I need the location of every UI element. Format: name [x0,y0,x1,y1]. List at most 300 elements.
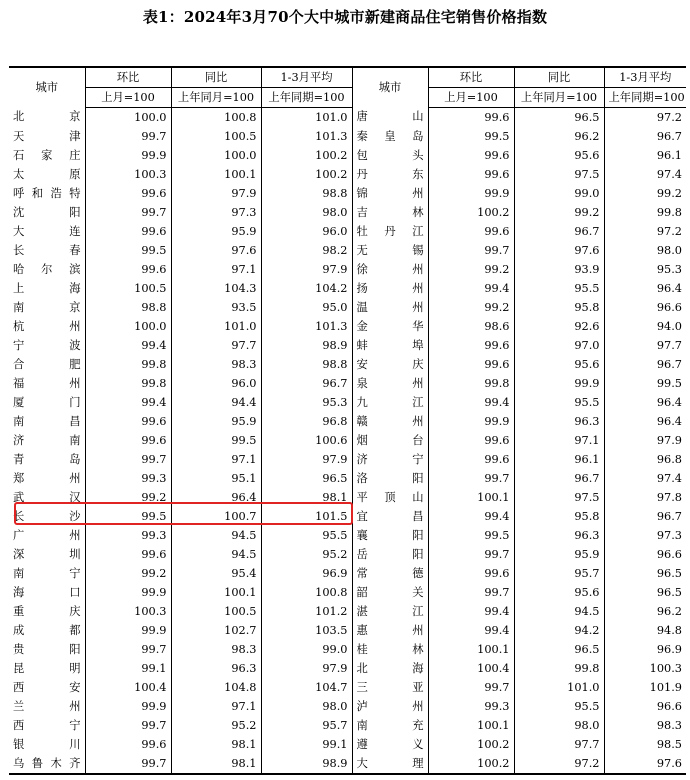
right-avg-value: 98.0 [604,241,686,260]
right-yoy-value: 95.5 [514,393,604,412]
header-mom-right: 环比 [428,67,514,88]
right-mom-value: 99.4 [428,393,514,412]
right-yoy-value: 92.6 [514,317,604,336]
right-yoy-value: 97.0 [514,336,604,355]
left-city-name: 福 州 [13,376,81,390]
right-avg-value: 97.8 [604,488,686,507]
left-avg-value: 98.8 [261,355,352,374]
table-row [9,165,686,184]
header-mom-base-left: 上月=100 [85,88,171,108]
right-mom-value: 99.2 [428,260,514,279]
right-city-name: 牡丹江 [352,222,428,241]
right-mom-value: 99.6 [428,355,514,374]
left-yoy-value: 96.0 [171,374,261,393]
right-city-name: 九 江 [352,393,428,412]
right-yoy-value: 96.1 [514,450,604,469]
left-avg-value: 100.2 [261,165,352,184]
left-yoy-value: 97.7 [171,336,261,355]
right-avg-value: 100.3 [604,659,686,678]
left-avg-value: 97.9 [261,260,352,279]
table-row [9,146,686,165]
left-avg-value: 99.0 [261,640,352,659]
left-avg-value: 101.3 [261,127,352,146]
left-mom-value: 99.8 [85,374,171,393]
right-city-name: 烟 台 [352,431,428,450]
table-row [9,355,686,374]
right-yoy-value: 97.7 [514,735,604,754]
left-city-name: 杭 州 [13,319,81,333]
table-row [9,754,686,774]
right-mom-value: 99.6 [428,336,514,355]
left-yoy-value: 100.7 [171,507,261,526]
right-city-name: 扬 州 [352,279,428,298]
left-city-name: 海 口 [13,585,81,599]
right-yoy-value: 95.6 [514,583,604,602]
right-city-name: 常 德 [352,564,428,583]
left-yoy-value: 102.7 [171,621,261,640]
left-mom-value: 100.3 [85,602,171,621]
left-city-name: 武 汉 [13,490,81,504]
left-yoy-value: 101.0 [171,317,261,336]
table-row [9,279,686,298]
left-avg-value: 98.2 [261,241,352,260]
right-yoy-value: 99.9 [514,374,604,393]
table-body [9,108,686,775]
left-avg-value: 98.8 [261,184,352,203]
right-yoy-value: 96.5 [514,640,604,659]
table-row [9,298,686,317]
right-yoy-value: 95.6 [514,355,604,374]
left-yoy-value: 97.3 [171,203,261,222]
header-yoy-base-left: 上年同月=100 [171,88,261,108]
right-avg-value: 94.8 [604,621,686,640]
table-row [9,735,686,754]
left-mom-value: 99.6 [85,412,171,431]
table-row [9,108,686,128]
right-yoy-value: 94.5 [514,602,604,621]
right-city-name: 平顶山 [352,488,428,507]
right-city-name: 宜 昌 [352,507,428,526]
left-city-name: 南 京 [13,300,81,314]
right-city-name: 襄 阳 [352,526,428,545]
left-avg-value: 98.1 [261,488,352,507]
left-city-name: 西 宁 [13,718,81,732]
left-avg-value: 96.8 [261,412,352,431]
left-avg-value: 100.8 [261,583,352,602]
left-yoy-value: 95.1 [171,469,261,488]
right-mom-value: 99.7 [428,241,514,260]
left-yoy-value: 98.3 [171,640,261,659]
right-city-name: 洛 阳 [352,469,428,488]
left-yoy-value: 98.1 [171,735,261,754]
right-yoy-value: 95.9 [514,545,604,564]
right-mom-value: 100.1 [428,640,514,659]
left-mom-value: 99.2 [85,488,171,507]
left-yoy-value: 95.2 [171,716,261,735]
right-avg-value: 96.7 [604,355,686,374]
right-yoy-value: 97.6 [514,241,604,260]
left-mom-value: 99.5 [85,241,171,260]
left-yoy-value: 100.5 [171,127,261,146]
right-avg-value: 96.6 [604,545,686,564]
left-yoy-value: 95.9 [171,412,261,431]
table-row [9,564,686,583]
left-city-name: 呼和浩特 [13,186,81,200]
right-mom-value: 100.1 [428,488,514,507]
left-mom-value: 99.4 [85,336,171,355]
left-mom-value: 99.7 [85,203,171,222]
header-avg-base-right: 上年同期=100 [604,88,686,108]
left-city-name: 南 宁 [13,566,81,580]
right-yoy-value: 96.5 [514,108,604,128]
left-mom-value: 99.6 [85,431,171,450]
right-yoy-value: 97.1 [514,431,604,450]
left-avg-value: 101.5 [261,507,352,526]
right-yoy-value: 99.8 [514,659,604,678]
left-yoy-value: 100.1 [171,583,261,602]
left-city-name: 青 岛 [13,452,81,466]
right-mom-value: 99.5 [428,127,514,146]
left-city-name: 天 津 [13,129,81,143]
right-mom-value: 99.7 [428,583,514,602]
left-yoy-value: 97.6 [171,241,261,260]
left-avg-value: 95.0 [261,298,352,317]
header-avg-left: 1-3月平均 [261,67,352,88]
table-row [9,602,686,621]
left-avg-value: 96.5 [261,469,352,488]
right-city-name: 泸 州 [352,697,428,716]
left-city-name: 南 昌 [13,414,81,428]
right-yoy-value: 95.7 [514,564,604,583]
table-row [9,393,686,412]
right-mom-value: 99.8 [428,374,514,393]
right-city-name: 北 海 [352,659,428,678]
left-city-name: 太 原 [13,167,81,181]
table-row [9,545,686,564]
left-avg-value: 99.1 [261,735,352,754]
right-mom-value: 99.7 [428,469,514,488]
right-yoy-value: 96.7 [514,469,604,488]
right-city-name: 赣 州 [352,412,428,431]
right-yoy-value: 96.3 [514,412,604,431]
left-mom-value: 99.8 [85,355,171,374]
right-mom-value: 99.9 [428,184,514,203]
table-row [9,716,686,735]
right-avg-value: 99.8 [604,203,686,222]
header-yoy-base-right: 上年同月=100 [514,88,604,108]
left-yoy-value: 95.4 [171,564,261,583]
right-yoy-value: 93.9 [514,260,604,279]
table-row [9,222,686,241]
table-row [9,450,686,469]
left-avg-value: 98.9 [261,336,352,355]
left-yoy-value: 96.3 [171,659,261,678]
left-mom-value: 100.0 [85,108,171,128]
left-mom-value: 99.9 [85,621,171,640]
left-city-name: 重 庆 [13,604,81,618]
left-avg-value: 95.3 [261,393,352,412]
left-yoy-value: 96.4 [171,488,261,507]
left-avg-value: 95.2 [261,545,352,564]
page-title: 表1：2024年3月70个大中城市新建商品住宅销售价格指数 [142,8,548,26]
left-city-name: 宁 波 [13,338,81,352]
left-mom-value: 99.6 [85,184,171,203]
table-header [9,67,686,108]
left-avg-value: 98.0 [261,203,352,222]
right-yoy-value: 97.2 [514,754,604,774]
left-mom-value: 100.3 [85,165,171,184]
right-mom-value: 99.6 [428,450,514,469]
right-mom-value: 100.2 [428,735,514,754]
right-city-name: 湛 江 [352,602,428,621]
left-city-name: 大 连 [13,224,81,238]
left-avg-value: 101.0 [261,108,352,128]
right-avg-value: 97.4 [604,165,686,184]
table-row [9,697,686,716]
left-yoy-value: 97.1 [171,697,261,716]
right-avg-value: 99.5 [604,374,686,393]
left-city-name: 长 春 [13,243,81,257]
table-row [9,374,686,393]
right-mom-value: 99.7 [428,545,514,564]
right-avg-value: 101.9 [604,678,686,697]
left-city-name: 乌鲁木齐 [9,754,85,774]
highlight-box [14,502,353,525]
right-avg-value: 97.7 [604,336,686,355]
table-row [9,640,686,659]
left-yoy-value: 93.5 [171,298,261,317]
right-yoy-value: 97.5 [514,165,604,184]
left-city-name: 济 南 [13,433,81,447]
right-avg-value: 98.5 [604,735,686,754]
left-yoy-value: 97.9 [171,184,261,203]
right-mom-value: 99.7 [428,678,514,697]
right-yoy-value: 95.6 [514,146,604,165]
right-city-name: 安 庆 [352,355,428,374]
left-yoy-value: 98.1 [171,754,261,774]
right-city-name: 惠 州 [352,621,428,640]
table-row [9,336,686,355]
right-city-name: 锦 州 [352,184,428,203]
right-yoy-value: 95.8 [514,298,604,317]
right-city-name: 桂 林 [352,640,428,659]
right-mom-value: 100.2 [428,203,514,222]
left-avg-value: 97.9 [261,659,352,678]
left-mom-value: 99.6 [85,545,171,564]
table-row [9,260,686,279]
left-mom-value: 99.7 [85,127,171,146]
right-city-name: 南 充 [352,716,428,735]
right-avg-value: 96.7 [604,127,686,146]
right-city-name: 吉 林 [352,203,428,222]
right-avg-value: 95.3 [604,260,686,279]
right-city-name: 遵 义 [352,735,428,754]
right-city-name: 大 理 [352,754,428,774]
right-avg-value: 97.9 [604,431,686,450]
left-mom-value: 98.8 [85,298,171,317]
right-avg-value: 97.2 [604,222,686,241]
left-city-name: 贵 阳 [13,642,81,656]
left-yoy-value: 97.1 [171,450,261,469]
right-avg-value: 96.6 [604,298,686,317]
table-row [9,659,686,678]
left-mom-value: 99.4 [85,393,171,412]
right-mom-value: 100.2 [428,754,514,774]
left-mom-value: 99.1 [85,659,171,678]
right-mom-value: 99.9 [428,412,514,431]
left-mom-value: 100.4 [85,678,171,697]
left-yoy-value: 94.5 [171,526,261,545]
left-yoy-value: 94.4 [171,393,261,412]
right-city-name: 包 头 [352,146,428,165]
right-mom-value: 99.6 [428,564,514,583]
right-mom-value: 99.6 [428,146,514,165]
right-mom-value: 99.3 [428,697,514,716]
left-city-name: 哈尔滨 [13,262,81,276]
right-yoy-value: 96.7 [514,222,604,241]
right-avg-value: 96.1 [604,146,686,165]
right-city-name: 无 锡 [352,241,428,260]
price-index-table [9,66,686,775]
left-avg-value: 96.7 [261,374,352,393]
left-mom-value: 99.3 [85,469,171,488]
table-row [9,184,686,203]
right-yoy-value: 97.5 [514,488,604,507]
table-row [9,469,686,488]
right-avg-value: 96.5 [604,564,686,583]
right-city-name: 泉 州 [352,374,428,393]
left-avg-value: 101.2 [261,602,352,621]
header-avg-right: 1-3月平均 [604,67,686,88]
left-yoy-value: 99.5 [171,431,261,450]
right-city-name: 蚌 埠 [352,336,428,355]
left-yoy-value: 100.1 [171,165,261,184]
left-avg-value: 100.2 [261,146,352,165]
left-city-name: 西 安 [13,680,81,694]
left-mom-value: 99.6 [85,260,171,279]
right-avg-value: 96.4 [604,279,686,298]
header-avg-base-left: 上年同期=100 [261,88,352,108]
left-city-name: 厦 门 [13,395,81,409]
right-avg-value: 97.6 [604,754,686,774]
left-mom-value: 99.7 [85,640,171,659]
left-avg-value: 104.7 [261,678,352,697]
right-city-name: 韶 关 [352,583,428,602]
right-city-name: 丹 东 [352,165,428,184]
left-avg-value: 98.9 [261,754,352,774]
right-city-name: 济 宁 [352,450,428,469]
left-yoy-value: 98.3 [171,355,261,374]
right-yoy-value: 99.0 [514,184,604,203]
right-city-name: 金 华 [352,317,428,336]
right-avg-value: 96.4 [604,393,686,412]
table-row [9,621,686,640]
left-city-name: 郑 州 [13,471,81,485]
left-mom-value: 99.9 [85,146,171,165]
left-city-name: 成 都 [13,623,81,637]
left-city-name: 深 圳 [13,547,81,561]
left-city-name: 昆 明 [13,661,81,675]
left-mom-value: 99.6 [85,735,171,754]
table-row [9,526,686,545]
left-avg-value: 98.0 [261,697,352,716]
left-mom-value: 99.2 [85,564,171,583]
left-avg-value: 100.6 [261,431,352,450]
right-yoy-value: 94.2 [514,621,604,640]
left-avg-value: 103.5 [261,621,352,640]
right-yoy-value: 99.2 [514,203,604,222]
right-mom-value: 99.4 [428,507,514,526]
left-mom-value: 99.9 [85,697,171,716]
left-mom-value: 99.7 [85,450,171,469]
left-city-name: 长 沙 [13,509,81,523]
table-row [9,431,686,450]
left-yoy-value: 100.0 [171,146,261,165]
left-avg-value: 104.2 [261,279,352,298]
right-mom-value: 99.6 [428,165,514,184]
right-avg-value: 99.2 [604,184,686,203]
left-yoy-value: 104.8 [171,678,261,697]
right-yoy-value: 101.0 [514,678,604,697]
right-avg-value: 97.4 [604,469,686,488]
left-avg-value: 101.3 [261,317,352,336]
right-mom-value: 100.1 [428,716,514,735]
table-row [9,317,686,336]
right-avg-value: 97.3 [604,526,686,545]
right-mom-value: 99.4 [428,621,514,640]
header-mom-left: 环比 [85,67,171,88]
right-city-name: 唐 山 [352,108,428,128]
table-row [9,241,686,260]
header-yoy-left: 同比 [171,67,261,88]
left-city-name: 沈 阳 [13,205,81,219]
right-mom-value: 99.4 [428,602,514,621]
left-city-name: 合 肥 [13,357,81,371]
left-city-name: 石家庄 [13,148,81,162]
left-mom-value: 99.7 [85,754,171,774]
table-row [9,412,686,431]
left-yoy-value: 100.8 [171,108,261,128]
table-row [9,203,686,222]
left-yoy-value: 104.3 [171,279,261,298]
left-mom-value: 99.3 [85,526,171,545]
right-avg-value: 98.3 [604,716,686,735]
left-mom-value: 100.0 [85,317,171,336]
right-avg-value: 96.6 [604,697,686,716]
right-mom-value: 98.6 [428,317,514,336]
left-yoy-value: 100.5 [171,602,261,621]
right-city-name: 温 州 [352,298,428,317]
header-mom-base-right: 上月=100 [428,88,514,108]
right-mom-value: 99.4 [428,279,514,298]
header-yoy-right: 同比 [514,67,604,88]
left-avg-value: 97.9 [261,450,352,469]
left-yoy-value: 95.9 [171,222,261,241]
right-avg-value: 96.4 [604,412,686,431]
right-avg-value: 94.0 [604,317,686,336]
left-city-name: 广 州 [13,528,81,542]
right-avg-value: 96.8 [604,450,686,469]
right-mom-value: 99.5 [428,526,514,545]
right-yoy-value: 96.2 [514,127,604,146]
right-yoy-value: 95.5 [514,697,604,716]
left-mom-value: 99.6 [85,222,171,241]
left-yoy-value: 97.1 [171,260,261,279]
left-avg-value: 96.0 [261,222,352,241]
table-row [9,127,686,146]
right-mom-value: 99.6 [428,108,514,128]
right-avg-value: 96.7 [604,507,686,526]
